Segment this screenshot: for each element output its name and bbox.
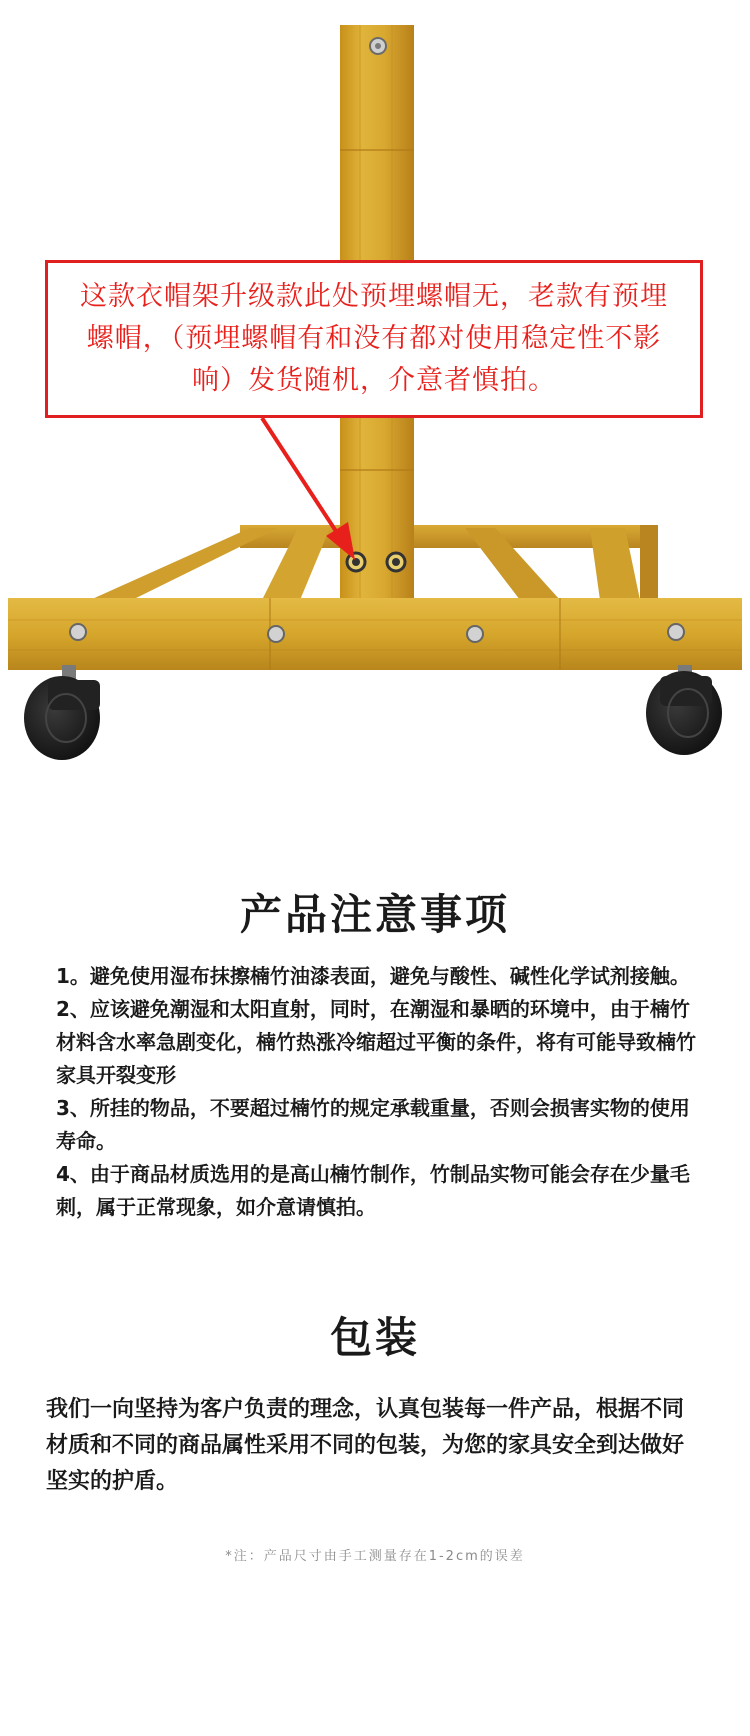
notice-item: 4、由于商品材质选用的是高山楠竹制作，竹制品实物可能会存在少量毛刺，属于正常现象，如介意请慎拍。	[56, 1162, 690, 1219]
packaging-text: 我们一向坚持为客户负责的理念，认真包装每一件产品，根据不同材质和不同的商品属性采用不同的包装，为您的家具安全到达做好坚实的护盾。	[46, 1397, 685, 1494]
notice-title: 产品注意事项	[239, 890, 510, 939]
notice-item: 2、应该避免潮湿和太阳直射，同时，在潮湿和暴晒的环境中，由于楠竹材料含水率急剧变化，楠竹热涨冷缩超过平衡的条件，将有可能导致楠竹家具开裂变形	[56, 997, 696, 1087]
callout-text: 这款衣帽架升级款此处预埋螺帽无，老款有预埋螺帽，（预埋螺帽有和没有都对使用稳定性不影响）发货随机，介意者慎拍。	[80, 281, 668, 396]
caster-right	[646, 665, 722, 755]
front-beam	[8, 598, 742, 670]
notice-item: 3、所挂的物品，不要超过楠竹的规定承载重量，否则会损害实物的使用寿命。	[56, 1096, 690, 1153]
footnote: *注：产品尺寸由手工测量存在1-2cm的误差	[225, 1549, 525, 1564]
notice-list	[56, 960, 706, 1224]
callout-box	[45, 260, 703, 418]
notice-item: 1。避免使用湿布抹擦楠竹油漆表面，避免与酸性、碱性化学试剂接触。	[56, 964, 690, 988]
caster-left	[24, 665, 100, 760]
packaging-title: 包装	[329, 1313, 420, 1362]
